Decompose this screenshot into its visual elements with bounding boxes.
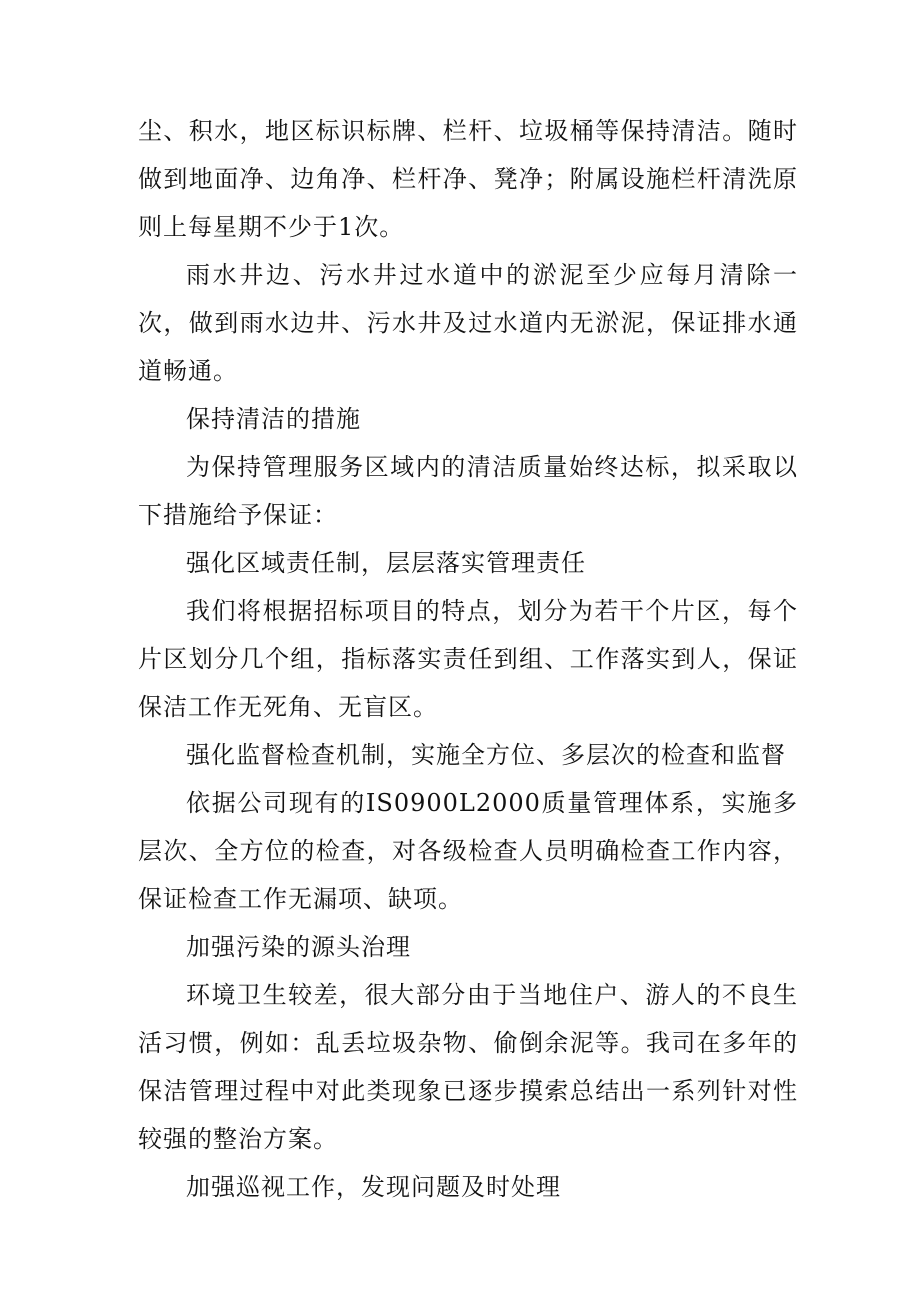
heading-supervision-mechanism: 强化监督检查机制，实施全方位、多层次的检查和监督 (186, 741, 786, 769)
paragraph-pollution-source: 环境卫生较差，很大部分由于当地住户、游人的不良生活习惯，例如：乱丢垃圾杂物、偷倒余泥等。我司在多年的保洁管理过程中对此类现象已逐步摸索总结出一系列针对性较强的整治方案。 (138, 981, 798, 1153)
heading-pollution-source: 加强污染的源头治理 (186, 933, 411, 961)
paragraph-area-responsibility: 我们将根据招标项目的特点，划分为若干个片区，每个片区划分几个组，指标落实责任到组、工作落实到人，保证保洁工作无死角、无盲区。 (138, 597, 798, 721)
paragraph-supervision-mechanism: 依据公司现有的IS0900L2000质量管理体系，实施多层次、全方位的检查，对各级检查人员明确检查工作内容，保证检查工作无漏项、缺项。 (138, 789, 798, 913)
paragraph-cleaning-standard: 尘、积水，地区标识标牌、栏杆、垃圾桶等保持清洁。随时做到地面净、边角净、栏杆净、凳净；附属设施栏杆清洗原则上每星期不少于1次。 (138, 117, 798, 241)
heading-area-responsibility: 强化区域责任制，层层落实管理责任 (186, 549, 586, 577)
heading-patrol-work: 加强巡视工作，发现问题及时处理 (186, 1173, 561, 1201)
paragraph-drain-cleaning: 雨水井边、污水井过水道中的淤泥至少应每月清除一次，做到雨水边井、污水井及过水道内无淤泥，保证排水通道畅通。 (138, 261, 798, 385)
heading-cleaning-measures: 保持清洁的措施 (186, 405, 361, 433)
paragraph-measures-intro: 为保持管理服务区域内的清洁质量始终达标，拟采取以下措施给予保证： (138, 453, 798, 529)
document-body (138, 107, 798, 1211)
